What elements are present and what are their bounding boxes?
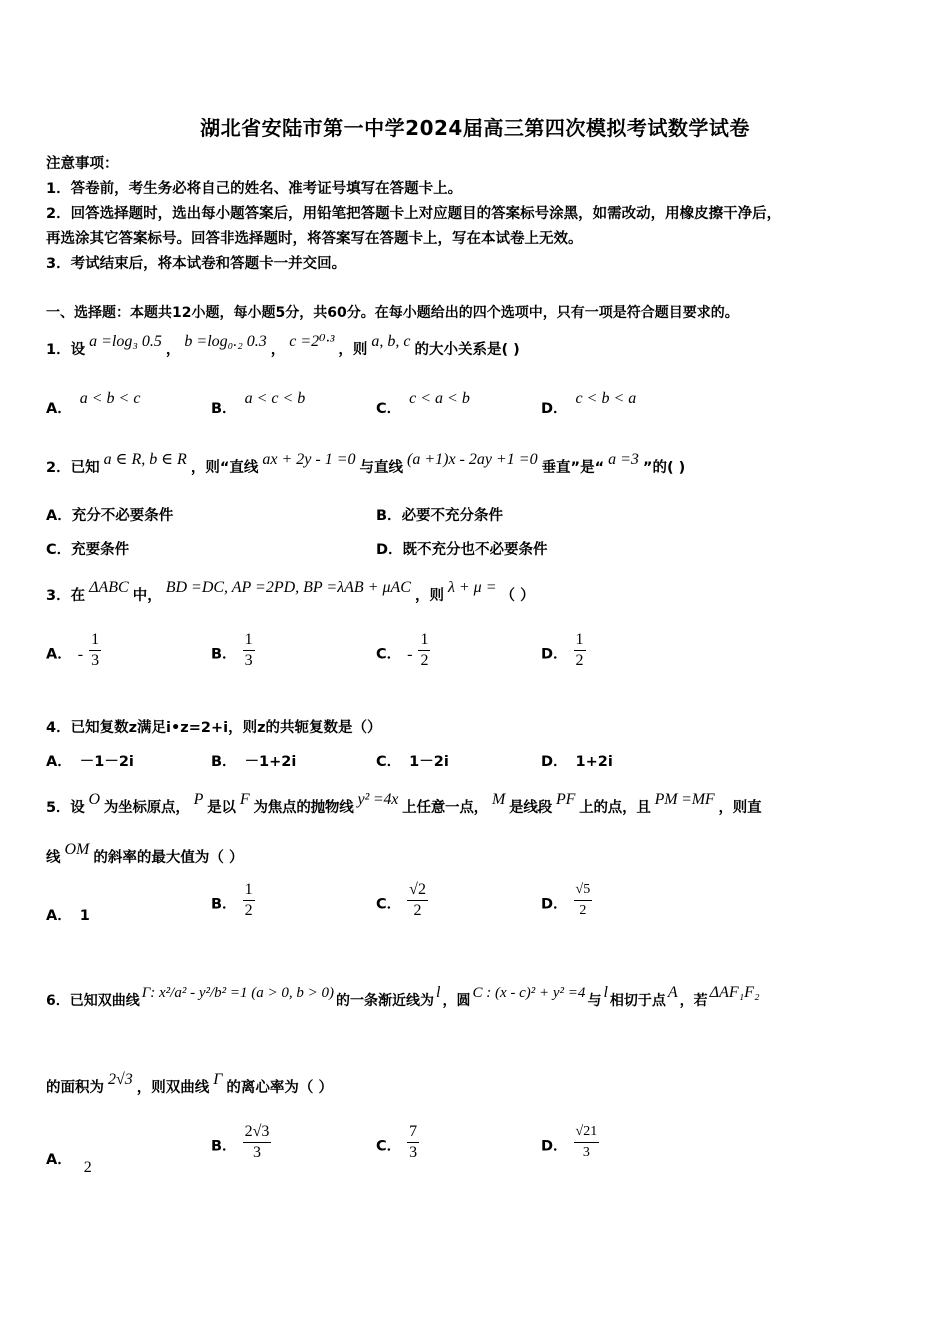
q2-text: ”的( ) bbox=[642, 460, 686, 476]
option-value: 既不充分也不必要条件 bbox=[402, 542, 548, 558]
option-fraction bbox=[89, 630, 101, 671]
option-sign: - bbox=[77, 645, 84, 663]
q3-text: ，则 bbox=[414, 588, 444, 604]
q2-option-b[interactable] bbox=[376, 504, 503, 525]
option-label: D． bbox=[541, 1138, 568, 1155]
question-6-stem-cont bbox=[46, 1071, 333, 1097]
option-value: c < b < a bbox=[575, 390, 637, 407]
fraction-denominator: 3 bbox=[409, 1144, 418, 1161]
q1-math-abc: a, b, c bbox=[371, 333, 411, 350]
option-value: 1 bbox=[79, 908, 90, 924]
fraction-denominator: 2 bbox=[244, 902, 253, 919]
q2-text: 与直线 bbox=[359, 460, 403, 476]
q3-math-triangle: ΔABC bbox=[89, 579, 129, 596]
q2-math-line2: (a +1)x - 2ay +1 =0 bbox=[406, 451, 538, 468]
fraction-denominator: 3 bbox=[582, 1145, 590, 1160]
option-label: B． bbox=[211, 401, 237, 417]
option-label: D． bbox=[541, 754, 568, 770]
q6-option-a[interactable] bbox=[46, 1148, 92, 1176]
q6-math: A bbox=[667, 984, 678, 1001]
fraction-numerator: 1 bbox=[243, 630, 255, 651]
q5-math: PM =MF bbox=[654, 791, 715, 808]
fraction-denominator: 3 bbox=[252, 1144, 261, 1161]
q6-text: ，则双曲线 bbox=[136, 1080, 210, 1096]
option-label: B． bbox=[211, 896, 237, 913]
question-6-stem bbox=[46, 984, 762, 1010]
q5-math: PF bbox=[556, 791, 576, 808]
q5-option-d[interactable] bbox=[541, 884, 592, 925]
option-value: 2 bbox=[83, 1159, 92, 1176]
q6-text: 相切于点 bbox=[609, 993, 666, 1009]
q1-option-c[interactable] bbox=[376, 390, 470, 418]
q3-option-a[interactable] bbox=[46, 631, 101, 675]
q6-text: ，若 bbox=[679, 993, 708, 1009]
q5-math: OM bbox=[64, 841, 90, 858]
option-value: a < c < b bbox=[244, 390, 306, 407]
q5-math: M bbox=[491, 791, 506, 808]
q5-text: 为坐标原点， bbox=[103, 800, 190, 816]
q2-text: 2．已知 bbox=[46, 460, 100, 476]
question-2-stem bbox=[46, 451, 686, 477]
q3-text: （ ） bbox=[500, 588, 535, 604]
option-fraction bbox=[407, 1122, 419, 1163]
q1-text: 1．设 bbox=[46, 342, 86, 358]
fraction-denominator: 2 bbox=[413, 902, 422, 919]
q5-text: 上的点，且 bbox=[579, 800, 651, 816]
q6-text: ，圆 bbox=[442, 993, 471, 1009]
q6-option-c[interactable] bbox=[376, 1123, 419, 1167]
q3-math-sum: λ + μ = bbox=[447, 579, 497, 596]
fraction-numerator: 1 bbox=[418, 630, 430, 651]
fraction-numerator: √5 bbox=[574, 880, 593, 901]
q1-text: ， bbox=[165, 342, 181, 358]
option-label: D． bbox=[541, 646, 568, 663]
option-label: C． bbox=[376, 896, 402, 913]
q2-math-line1: ax + 2y - 1 =0 bbox=[262, 451, 356, 468]
question-4-stem: 4．已知复数z满足i•z=2+i，则z的共轭复数是（） bbox=[46, 720, 382, 736]
q3-text: 中， bbox=[132, 588, 162, 604]
q6-math: Γ bbox=[213, 1071, 223, 1088]
fraction-numerator: 1 bbox=[243, 880, 255, 901]
option-label: D． bbox=[376, 542, 403, 558]
q5-option-a[interactable] bbox=[46, 904, 90, 925]
q5-math: P bbox=[193, 791, 204, 808]
q6-math: l bbox=[603, 984, 608, 1001]
question-5-stem-cont bbox=[46, 841, 244, 867]
q4-option-a[interactable] bbox=[46, 750, 134, 771]
q4-option-b[interactable] bbox=[211, 750, 296, 771]
notice-item-3: 3．考试结束后，将本试卷和答题卡一并交回。 bbox=[46, 256, 347, 272]
q5-option-c[interactable] bbox=[376, 881, 428, 925]
option-label: A． bbox=[46, 1152, 72, 1168]
option-value: 充分不必要条件 bbox=[71, 508, 174, 524]
page-title: 湖北省安陆市第一中学2024届高三第四次模拟考试数学试卷 bbox=[200, 116, 750, 140]
q6-math-hyperbola: Γ: x²/a² - y²/b² =1 (a > 0, b > 0) bbox=[141, 985, 335, 1001]
q6-text: 的一条渐近线为 bbox=[336, 993, 435, 1009]
option-label: C． bbox=[376, 1138, 402, 1155]
q1-math-a: a =log₃ 0.5 bbox=[89, 333, 162, 350]
q5-text: 5．设 bbox=[46, 800, 85, 816]
option-value: 1+2i bbox=[575, 754, 613, 770]
q5-option-b[interactable] bbox=[211, 881, 255, 925]
q5-math: F bbox=[239, 791, 250, 808]
q3-math-vectors: BD =DC, AP =2PD, BP =λAB + μAC bbox=[165, 579, 411, 596]
option-label: B． bbox=[376, 508, 402, 524]
q6-text: 与 bbox=[587, 993, 602, 1009]
option-value: 充要条件 bbox=[71, 542, 130, 558]
option-fraction bbox=[407, 880, 428, 921]
option-label: A． bbox=[46, 401, 72, 417]
q6-math-circle: C : (x - c)² + y² =4 bbox=[472, 985, 586, 1001]
option-label: D． bbox=[541, 401, 568, 417]
option-fraction bbox=[418, 630, 430, 671]
fraction-denominator: 2 bbox=[575, 652, 584, 669]
q1-text: ，则 bbox=[338, 342, 368, 358]
option-fraction bbox=[574, 880, 593, 921]
question-1-stem bbox=[46, 333, 520, 359]
option-label: C． bbox=[46, 542, 72, 558]
q2-option-d[interactable] bbox=[376, 538, 548, 559]
option-label: C． bbox=[376, 754, 402, 770]
option-fraction bbox=[574, 1122, 600, 1163]
option-label: C． bbox=[376, 646, 402, 663]
option-label: B． bbox=[211, 1138, 237, 1155]
q5-text: 的斜率的最大值为（ ） bbox=[93, 850, 244, 866]
notice-heading: 注意事项： bbox=[46, 156, 119, 172]
q1-text: 的大小关系是( ) bbox=[414, 342, 520, 358]
q3-text: 3．在 bbox=[46, 588, 86, 604]
fraction-numerator: √2 bbox=[407, 880, 428, 901]
q6-text: 的离心率为（ ） bbox=[226, 1080, 333, 1096]
option-value: 必要不充分条件 bbox=[401, 508, 504, 524]
q6-option-b[interactable] bbox=[211, 1123, 271, 1167]
q2-text: ，则“直线 bbox=[190, 460, 259, 476]
option-label: A． bbox=[46, 754, 72, 770]
option-value: a < b < c bbox=[79, 390, 141, 407]
section-heading: 一、选择题：本题共12小题，每小题5分，共60分。在每小题给出的四个选项中，只有一项是符合题目要求的。 bbox=[46, 305, 739, 321]
option-value: －1+2i bbox=[244, 754, 297, 770]
q5-text: 为焦点的抛物线 bbox=[253, 800, 354, 816]
q1-option-a[interactable] bbox=[46, 390, 141, 418]
option-label: A． bbox=[46, 508, 72, 524]
q5-text: 是以 bbox=[207, 800, 236, 816]
q6-text: 6．已知双曲线 bbox=[46, 993, 140, 1009]
option-label: D． bbox=[541, 896, 568, 913]
option-value: －1－2i bbox=[79, 754, 134, 770]
q1-option-b[interactable] bbox=[211, 390, 306, 418]
notice-item-2-cont: 再选涂其它答案标号。回答非选择题时，将答案写在答题卡上，写在本试卷上无效。 bbox=[46, 231, 583, 247]
q6-text: 的面积为 bbox=[46, 1080, 104, 1096]
fraction-denominator: 2 bbox=[579, 903, 587, 918]
q1-option-d[interactable] bbox=[541, 390, 637, 418]
q3-option-b[interactable] bbox=[211, 631, 255, 675]
notice-item-2: 2．回答选择题时，选出每小题答案后，用铅笔把答题卡上对应题目的答案标号涂黑，如需改动，用橡皮擦干净后， bbox=[46, 206, 782, 222]
q5-text: 是线段 bbox=[509, 800, 553, 816]
q3-option-c[interactable] bbox=[376, 631, 430, 675]
q3-option-d[interactable] bbox=[541, 631, 586, 675]
option-value: c < a < b bbox=[409, 390, 470, 407]
q6-math-triangle: ΔAF₁F₂ bbox=[709, 984, 760, 1001]
q2-option-a[interactable] bbox=[46, 504, 173, 525]
q4-option-c[interactable] bbox=[376, 750, 449, 771]
question-5-stem bbox=[46, 791, 762, 817]
fraction-denominator: 3 bbox=[91, 652, 100, 669]
notice-item-1: 1．答卷前，考生务必将自己的姓名、准考证号填写在答题卡上。 bbox=[46, 181, 463, 197]
fraction-numerator: √21 bbox=[574, 1122, 600, 1143]
q5-text: ，则直 bbox=[718, 800, 762, 816]
q2-option-c[interactable] bbox=[46, 538, 129, 559]
question-3-stem bbox=[46, 579, 535, 605]
option-sign: - bbox=[407, 645, 413, 663]
q4-option-d[interactable] bbox=[541, 750, 613, 771]
q1-math-b: b =log₀.₂ 0.3 bbox=[184, 333, 267, 350]
option-label: B． bbox=[211, 754, 237, 770]
q5-math: O bbox=[88, 791, 100, 808]
q6-math-area: 2√3 bbox=[108, 1071, 133, 1088]
option-fraction bbox=[243, 630, 255, 671]
q5-text: 线 bbox=[46, 850, 61, 866]
option-label: B． bbox=[211, 646, 237, 663]
fraction-numerator: 2√3 bbox=[243, 1122, 272, 1143]
fraction-denominator: 2 bbox=[420, 652, 429, 669]
fraction-numerator: 1 bbox=[89, 630, 101, 651]
option-value: 1－2i bbox=[409, 754, 449, 770]
q2-math-a3: a =3 bbox=[608, 451, 639, 468]
fraction-numerator: 7 bbox=[407, 1122, 419, 1143]
option-label: A． bbox=[46, 908, 72, 924]
option-fraction bbox=[243, 1122, 272, 1163]
q5-text: 上任意一点， bbox=[402, 800, 488, 816]
q2-text: 垂直”是“ bbox=[541, 460, 605, 476]
q5-math-parabola: y² =4x bbox=[357, 791, 399, 808]
q6-math: l bbox=[436, 984, 441, 1001]
fraction-denominator: 3 bbox=[244, 652, 253, 669]
q1-math-c: c =2⁰·³ bbox=[289, 333, 335, 350]
q1-text: ， bbox=[270, 342, 286, 358]
q6-option-d[interactable] bbox=[541, 1126, 599, 1167]
option-fraction bbox=[574, 630, 586, 671]
q2-math-domain: a ∈ R, b ∈ R bbox=[103, 451, 187, 468]
fraction-numerator: 1 bbox=[574, 630, 586, 651]
option-label: C． bbox=[376, 401, 402, 417]
option-label: A． bbox=[46, 646, 72, 663]
option-fraction bbox=[243, 880, 255, 921]
